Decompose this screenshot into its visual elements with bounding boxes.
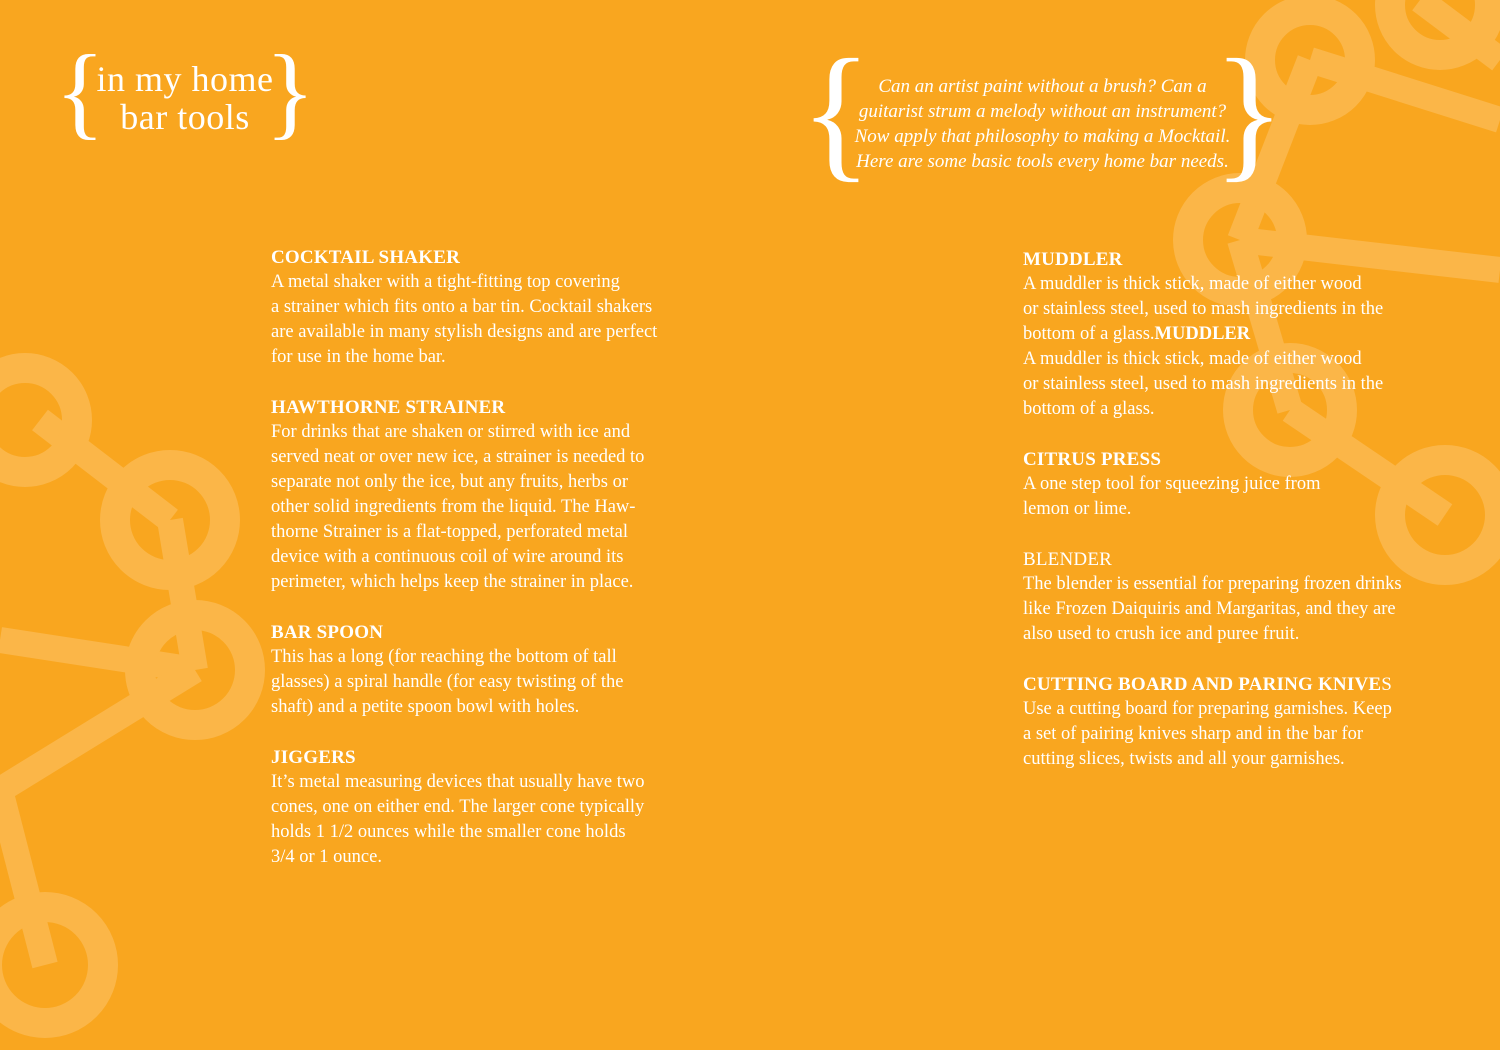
tool-jiggers	[271, 745, 711, 870]
tool-bar-spoon	[271, 620, 711, 720]
page-title-line1: in my home	[96, 59, 274, 99]
tool-description	[1023, 272, 1463, 422]
muddler-inline-heading: MUDDLER	[1154, 324, 1251, 344]
muddler-description-a: A muddler is thick stick, made of either wood or stainless steel, used to mash ingredients in the bottom of a glass.	[1023, 274, 1384, 344]
intro-quote	[800, 29, 1285, 195]
tool-muddler	[1023, 247, 1463, 422]
tool-heading: JIGGERS	[271, 747, 356, 768]
tool-heading	[1023, 672, 1463, 697]
tool-cutting-board	[1023, 672, 1463, 772]
muddler-description-b: A muddler is thick stick, made of either wood or stainless steel, used to mash ingredients in the bottom of a glass.	[1023, 349, 1384, 419]
left-tools-column	[271, 245, 711, 895]
tool-description: The blender is essential for preparing frozen drinks like Frozen Daiquiris and Margaritas, and they are also used to crush ice and puree fruit.	[1023, 574, 1402, 644]
cutting-heading-tail: S	[1381, 674, 1393, 695]
tool-heading: COCKTAIL SHAKER	[271, 247, 460, 268]
title-close-brace: }	[265, 34, 315, 149]
tool-heading: BLENDER	[1023, 549, 1113, 570]
tool-heading: HAWTHORNE STRAINER	[271, 397, 506, 418]
page-title-line2: bar tools	[120, 97, 250, 137]
title-open-brace: {	[55, 34, 105, 149]
right-tools-column	[1023, 247, 1463, 797]
tool-description: A one step tool for squeezing juice from lemon or lime.	[1023, 474, 1321, 519]
tool-description: For drinks that are shaken or stirred with ice and served neat or over new ice, a strainer is needed to separate not only the ice, but any fruits, herbs or other solid ingredients from the liquid. The Haw- thorne Strainer is a flat-topped, perforated metal device with a continuous coil of wire around its perimeter, which helps keep the strainer in place.	[271, 422, 645, 592]
tool-heading: CITRUS PRESS	[1023, 449, 1162, 470]
tool-description: It’s metal measuring devices that usually have two cones, one on either end. The larger cone typically holds 1 1/2 ounces while the smaller cone holds 3/4 or 1 ounce.	[271, 772, 645, 867]
tool-citrus-press	[1023, 447, 1463, 522]
tool-description: A metal shaker with a tight-fitting top covering a strainer which fits onto a bar tin. Cocktail shakers are available in many stylish designs and are perfect for use in the home bar.	[271, 272, 658, 367]
tool-hawthorne-strainer	[271, 395, 711, 595]
tool-cocktail-shaker	[271, 245, 711, 370]
tool-blender	[1023, 547, 1463, 647]
intro-text: Can an artist paint without a brush? Can a guitarist strum a melody without an instrument? Now apply that philosophy to making a Mocktail. Here are some basic tools every home bar needs.	[854, 76, 1231, 172]
tool-heading: MUDDLER	[1023, 249, 1123, 270]
tool-description: This has a long (for reaching the bottom of tall glasses) a spiral handle (for easy twisting of the shaft) and a petite spoon bowl with holes.	[271, 647, 624, 717]
intro-close-brace: }	[1213, 29, 1285, 195]
cutting-heading-main: CUTTING BOARD AND PARING KNIVE	[1023, 674, 1382, 695]
tool-heading: BAR SPOON	[271, 622, 384, 643]
page-title	[55, 34, 315, 149]
tool-description: Use a cutting board for preparing garnishes. Keep a set of pairing knives sharp and in the bar for cutting slices, twists and all your garnishes.	[1023, 699, 1392, 769]
intro-open-brace: {	[800, 29, 872, 195]
